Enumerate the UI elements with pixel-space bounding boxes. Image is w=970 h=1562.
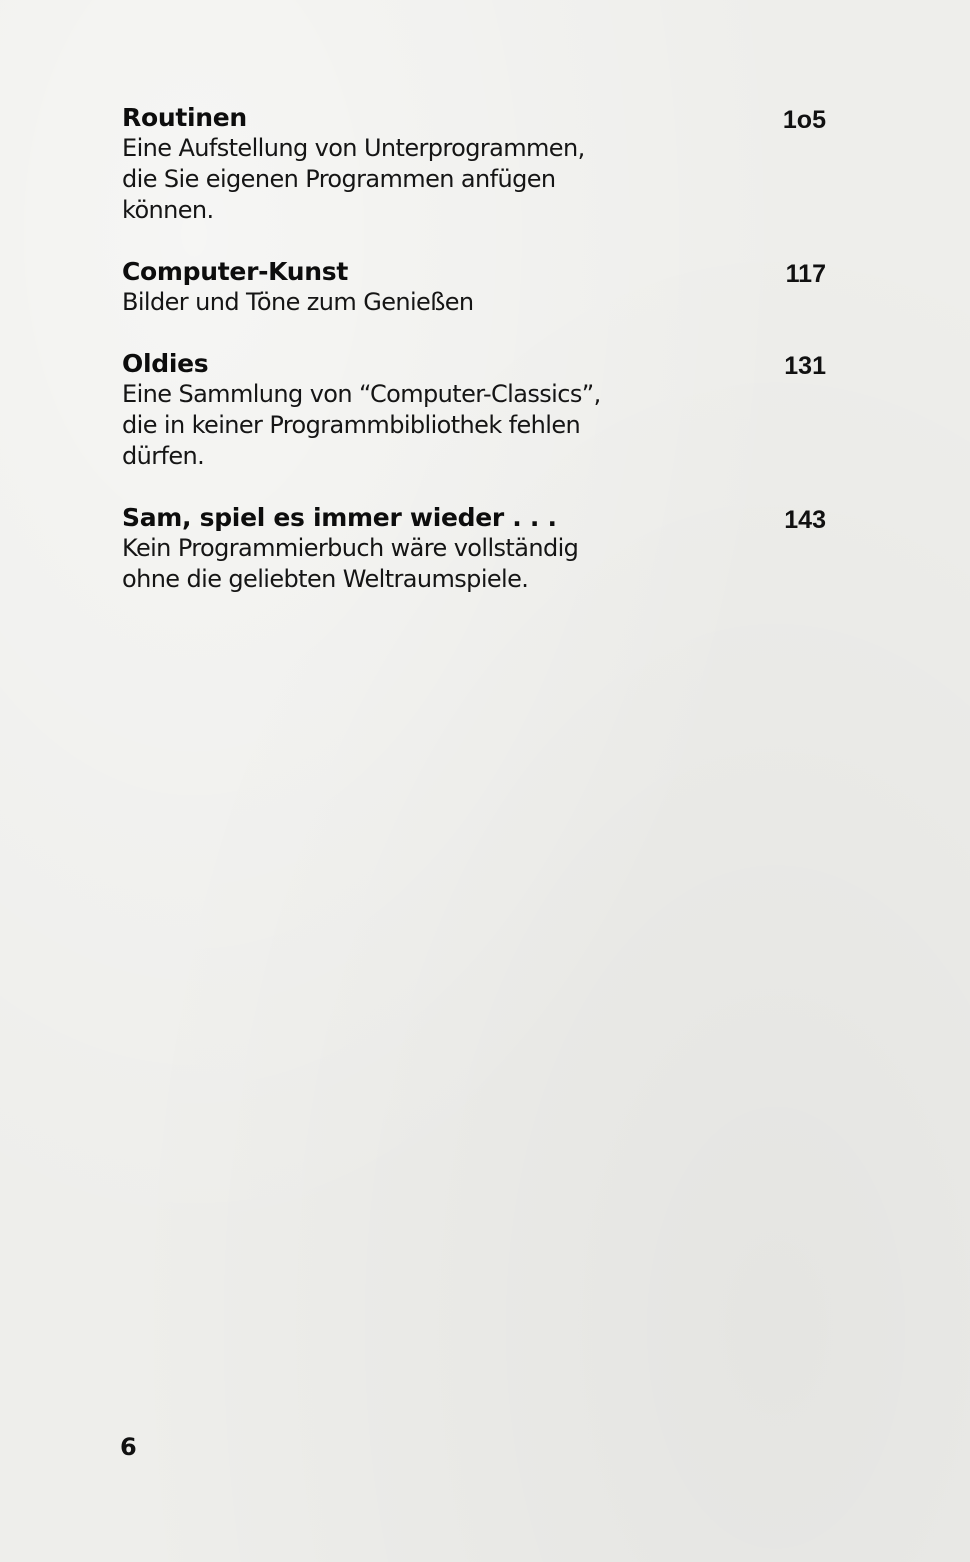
entry-description-line: Eine Aufstellung von Unterprogrammen, [122, 134, 585, 162]
entry-page-number: 1o5 [782, 106, 826, 134]
entry-description-line: können. [122, 196, 214, 224]
entry-page-number: 143 [784, 506, 826, 534]
entry-description [122, 133, 652, 226]
entry-description [122, 287, 652, 318]
entry-description [122, 533, 652, 595]
entry-description-line: ohne die geliebten Weltraumspiele. [122, 565, 529, 593]
entry-description-line: Kein Programmierbuch wäre vollständig [122, 534, 579, 562]
toc-entry-sam-spiel-es [122, 502, 832, 595]
toc-entry-routinen [122, 102, 832, 226]
entry-title: Oldies [122, 349, 209, 378]
entry-title: Computer-Kunst [122, 257, 349, 286]
table-of-contents [122, 102, 832, 595]
entry-title: Sam, spiel es immer wieder . . . [122, 503, 557, 532]
entry-description-line: die Sie eigenen Programmen anfügen [122, 165, 556, 193]
entry-description-line: die in keiner Programmbibliothek fehlen [122, 411, 581, 439]
entry-description-line: dürfen. [122, 442, 205, 470]
entry-description-line: Eine Sammlung von “Computer-Classics”, [122, 380, 601, 408]
entry-title: Routinen [122, 103, 247, 132]
toc-entry-oldies [122, 348, 832, 472]
entry-page-number: 117 [785, 260, 826, 288]
entry-description-line: Bilder und Töne zum Genießen [122, 288, 474, 316]
page-number: 6 [120, 1433, 137, 1461]
entry-description [122, 379, 652, 472]
toc-entry-computer-kunst [122, 256, 832, 318]
entry-page-number: 131 [784, 352, 826, 380]
